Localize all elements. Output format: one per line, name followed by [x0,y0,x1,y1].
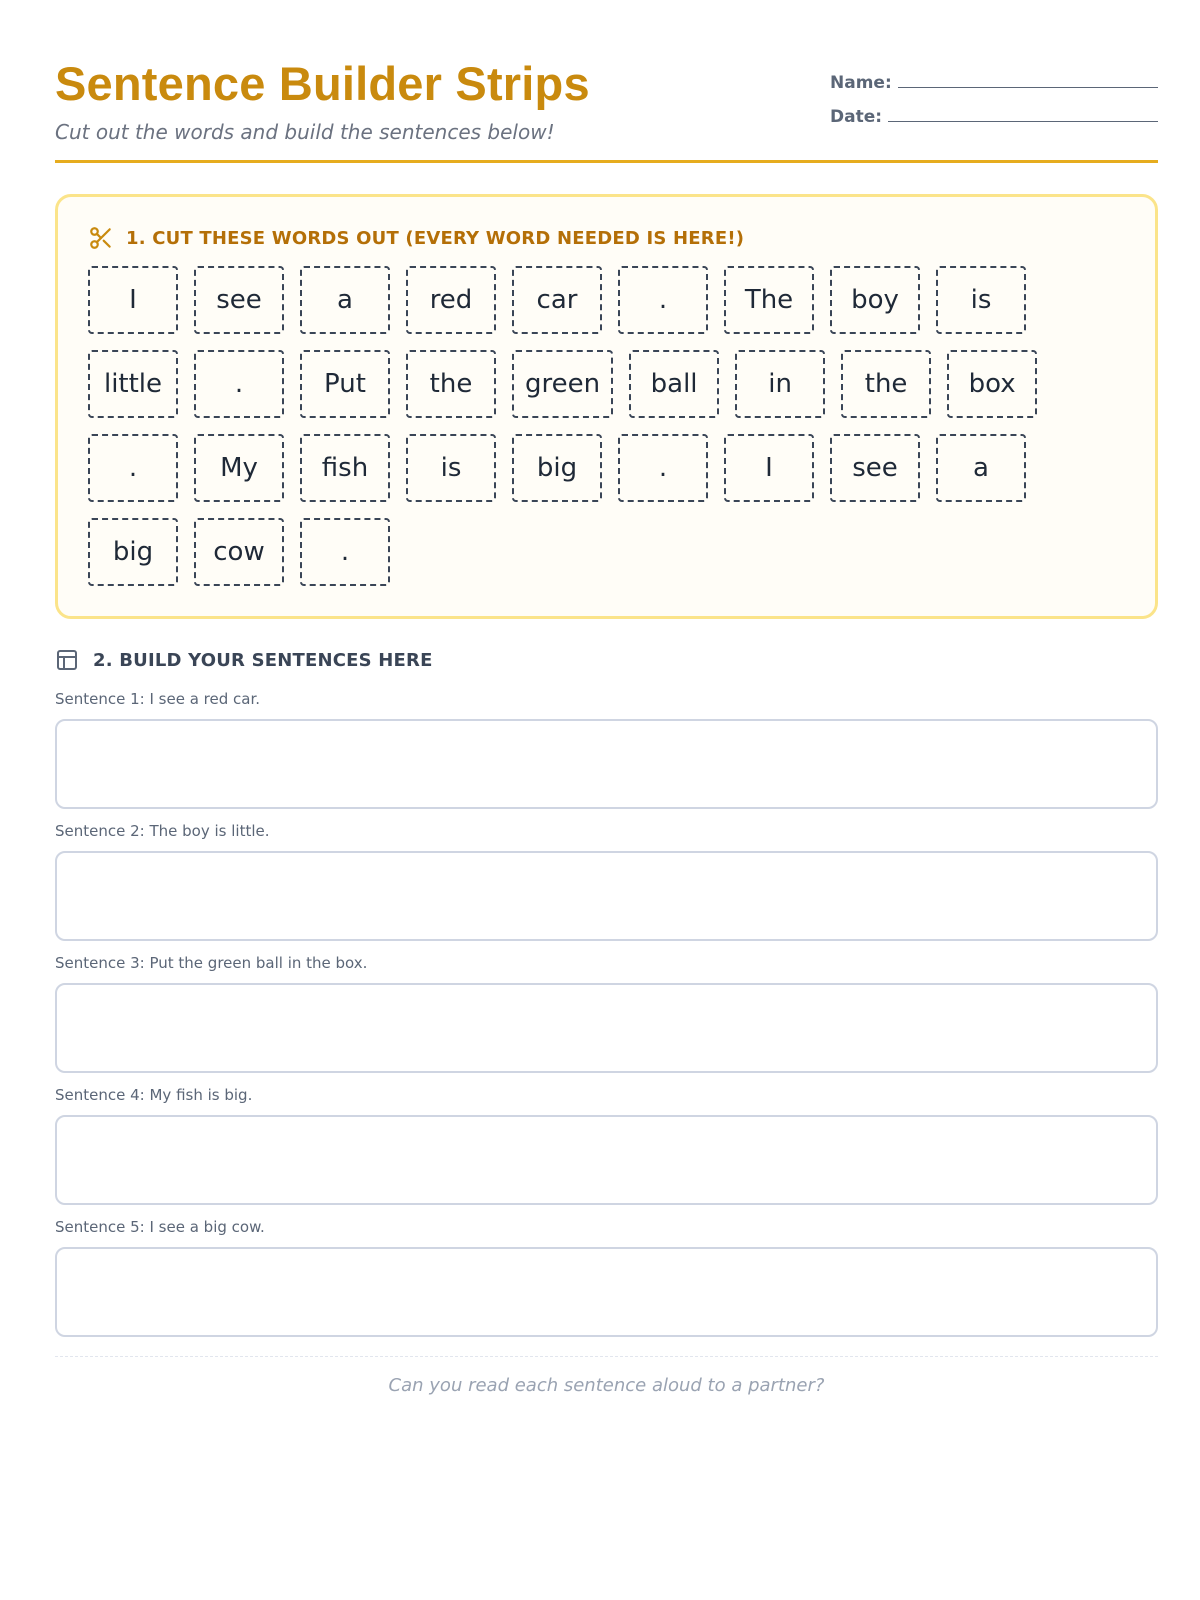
cut-section-heading [88,225,744,251]
word-tile[interactable]: I [724,434,814,502]
word-tile[interactable]: see [830,434,920,502]
word-tile[interactable]: box [947,350,1037,418]
word-tile[interactable]: big [88,518,178,586]
sentence-block-2 [55,821,1158,941]
word-tile[interactable]: . [194,350,284,418]
word-tile[interactable]: red [406,266,496,334]
footer-prompt: Can you read each sentence aloud to a partner? [388,1375,825,1396]
build-section-heading [55,648,433,672]
word-tile[interactable]: . [618,434,708,502]
sentence-answer-box[interactable] [55,1115,1158,1205]
word-tile[interactable]: ball [629,350,719,418]
sentence-block-5 [55,1217,1158,1337]
word-tile[interactable]: little [88,350,178,418]
sentence-answer-box[interactable] [55,983,1158,1073]
word-tile[interactable]: green [512,350,613,418]
word-tile[interactable]: is [936,266,1026,334]
word-tile[interactable]: the [841,350,931,418]
word-tile[interactable]: I [88,266,178,334]
sentence-block-3 [55,953,1158,1073]
word-tile[interactable]: car [512,266,602,334]
date-label: Date: [830,107,883,127]
name-label: Name: [830,73,892,93]
sentence-answer-box[interactable] [55,719,1158,809]
sentence-label: Sentence 1: I see a red car. [55,690,261,708]
word-tile[interactable]: a [300,266,390,334]
sentence-label: Sentence 4: My fish is big. [55,1086,253,1104]
date-row [830,107,1158,141]
word-tile[interactable]: a [936,434,1026,502]
word-tile[interactable]: . [88,434,178,502]
word-tile[interactable]: cow [194,518,284,586]
word-tile[interactable]: is [406,434,496,502]
word-tile[interactable]: see [194,266,284,334]
worksheet-header [55,55,1158,163]
name-field[interactable] [898,74,1158,88]
word-tile[interactable]: the [406,350,496,418]
date-field[interactable] [888,108,1158,122]
word-tiles [88,266,1128,586]
cut-section-title: 1. CUT THESE WORDS OUT (EVERY WORD NEEDED IS HERE!) [126,227,745,249]
word-tile[interactable]: . [618,266,708,334]
word-tile[interactable]: big [512,434,602,502]
sentence-label: Sentence 5: I see a big cow. [55,1218,265,1236]
sentence-label: Sentence 2: The boy is little. [55,822,270,840]
footer-divider [55,1356,1158,1357]
scissors-icon [88,225,114,251]
sentence-block-4 [55,1085,1158,1205]
sentence-block-1 [55,689,1158,809]
word-tile[interactable]: Put [300,350,390,418]
name-row [830,73,1158,107]
sentence-label: Sentence 3: Put the green ball in the box. [55,954,368,972]
cut-words-panel [55,194,1158,619]
word-tile[interactable]: fish [300,434,390,502]
word-tile[interactable]: in [735,350,825,418]
word-tile[interactable]: My [194,434,284,502]
student-info [830,73,1158,141]
word-tile[interactable]: . [300,518,390,586]
word-tile[interactable]: The [724,266,814,334]
page-title: Sentence Builder Strips [55,57,590,110]
page-subtitle: Cut out the words and build the sentences below! [55,120,555,144]
word-tile[interactable]: boy [830,266,920,334]
layout-icon [55,648,79,672]
sentence-answer-box[interactable] [55,851,1158,941]
sentence-answer-box[interactable] [55,1247,1158,1337]
build-section-title: 2. BUILD YOUR SENTENCES HERE [93,649,433,671]
